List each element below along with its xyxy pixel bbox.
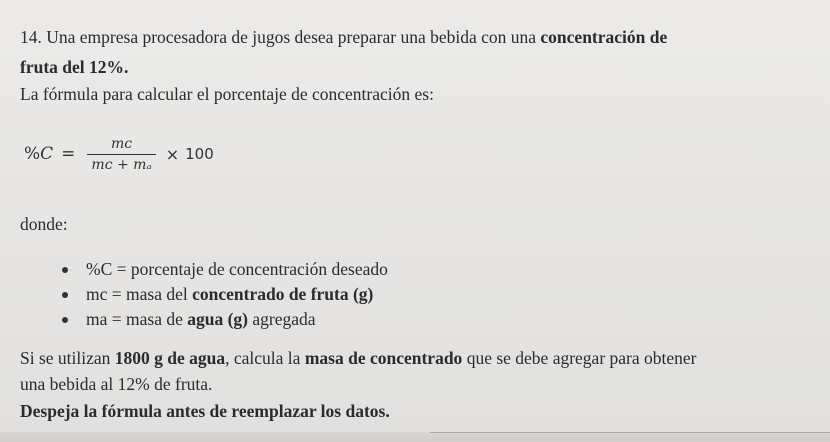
formula-percent-sign: %	[24, 144, 41, 164]
list-item-c	[62, 258, 388, 283]
problem-intro-bold: concentración de	[540, 27, 668, 47]
where-label: donde:	[20, 214, 68, 234]
variable-definitions-list	[62, 258, 388, 333]
divider	[430, 432, 830, 433]
formula-intro: La fórmula para calcular el porcentaje de concentración es:	[20, 84, 434, 104]
formula-times-sign: ×	[165, 144, 180, 164]
definition-bold: concentrado de fruta (g)	[192, 284, 374, 304]
bullet-icon	[62, 292, 68, 298]
question-line1	[20, 347, 697, 369]
problem-intro-text: Una empresa procesadora de jugos desea preparar una bebida con una	[41, 27, 541, 47]
formula-factor: 100	[185, 145, 214, 163]
question-concentrate-bold: masa de concentrado	[304, 348, 463, 368]
definition-text: ma = masa de	[86, 309, 188, 329]
bullet-icon	[62, 267, 68, 273]
list-item-ma	[62, 308, 388, 333]
definition-suffix: agregada	[248, 309, 316, 329]
question-line2: una bebida al 12% de fruta.	[20, 374, 213, 394]
instruction	[20, 400, 390, 422]
formula-c-variable: C	[40, 144, 54, 164]
definition-text: mc = masa del	[86, 284, 193, 304]
question-text: Si se utilizan	[20, 348, 115, 368]
instruction-bold: Despeja la fórmula antes de reemplazar los datos.	[20, 401, 390, 421]
problem-statement-line1	[20, 26, 667, 48]
problem-statement-line2	[20, 56, 128, 78]
concentration-formula	[24, 130, 214, 178]
question-text: que se debe agregar para obtener	[462, 348, 697, 368]
list-item-mc	[62, 283, 388, 308]
formula-numerator: mᴄ	[111, 135, 133, 152]
formula-fraction	[87, 136, 155, 173]
problem-number: 14.	[20, 27, 42, 47]
formula-denominator: mᴄ + mₐ	[91, 156, 152, 173]
bullet-icon	[62, 317, 68, 323]
problem-concentration-bold: fruta del 12%.	[20, 57, 129, 77]
definition-text: %C = porcentaje de concentración deseado	[86, 259, 388, 279]
formula-equals: =	[61, 144, 76, 164]
definition-bold: agua (g)	[187, 309, 248, 329]
page-bottom-edge	[0, 432, 830, 442]
question-water-bold: 1800 g de agua	[114, 348, 226, 368]
formula-lhs	[24, 144, 53, 164]
question-text: , calcula la	[225, 348, 305, 368]
